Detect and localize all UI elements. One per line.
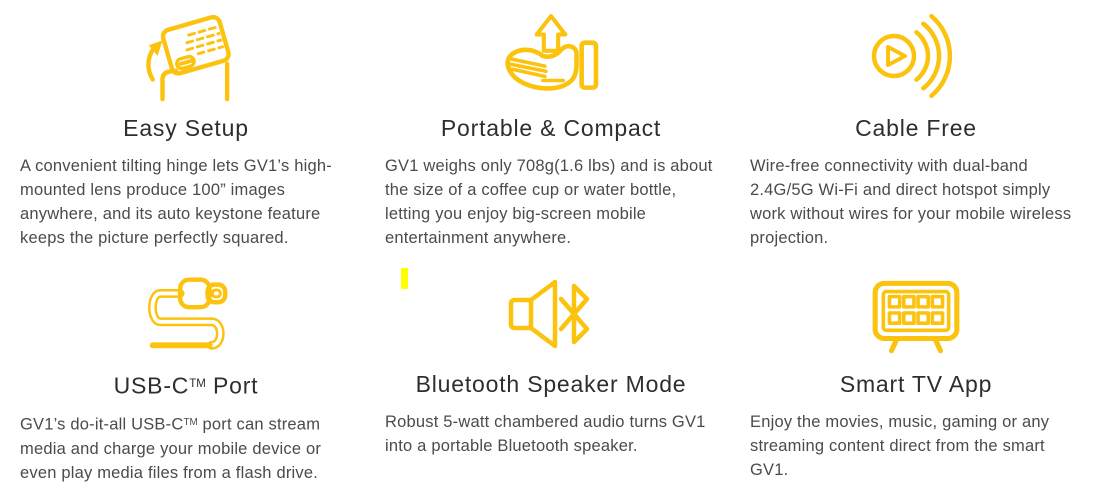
trademark-superscript: TM: [183, 417, 198, 429]
tilting-projector-icon: [20, 8, 352, 108]
feature-easy-setup: [20, 8, 352, 250]
hand-lift-arrow-icon: [385, 8, 717, 108]
feature-bluetooth-speaker: [385, 264, 717, 485]
feature-cable-free: [750, 8, 1082, 250]
bluetooth-speaker-icon: [385, 264, 717, 364]
feature-description: GV1’s do-it-all USB-C™ port can stream media and charge your mobile device or even play media files from a flash drive.: [20, 415, 322, 482]
feature-title: Bluetooth Speaker Mode: [415, 371, 687, 397]
feature-description: Robust 5-watt chambered audio turns GV1 into a portable Bluetooth speaker.: [385, 413, 706, 455]
feature-description: A convenient tilting hinge lets GV1’s high-mounted lens produce 100” images anywhere, and its auto keystone feature keeps the picture perfectly squared.: [20, 157, 332, 247]
feature-title: Cable Free: [855, 115, 977, 141]
feature-description: Wire-free connectivity with dual-band 2.4G/5G Wi-Fi and direct hotspot simply work without wires for your mobile wireless projection.: [750, 157, 1072, 247]
usb-c-cable-icon: [20, 264, 352, 364]
feature-title: Easy Setup: [123, 115, 249, 141]
feature-description: Enjoy the movies, music, gaming or any streaming content direct from the smart GV1.: [750, 413, 1050, 479]
wireless-play-icon: [750, 8, 1082, 108]
smart-tv-icon: [750, 264, 1082, 364]
feature-usb-c-port: [20, 264, 352, 485]
feature-portable-compact: [385, 8, 717, 250]
stray-highlight-bar: [401, 268, 408, 289]
feature-title: Smart TV App: [839, 371, 993, 397]
feature-title: USB-C™ Port: [113, 372, 259, 399]
trademark-superscript: TM: [189, 378, 206, 390]
feature-description: GV1 weighs only 708g(1.6 lbs) and is about the size of a coffee cup or water bottle, letting you enjoy big-screen mobile entertainment anywhere.: [385, 157, 713, 247]
feature-smart-tv-app: [750, 264, 1082, 485]
feature-title: Portable & Compact: [440, 115, 662, 141]
